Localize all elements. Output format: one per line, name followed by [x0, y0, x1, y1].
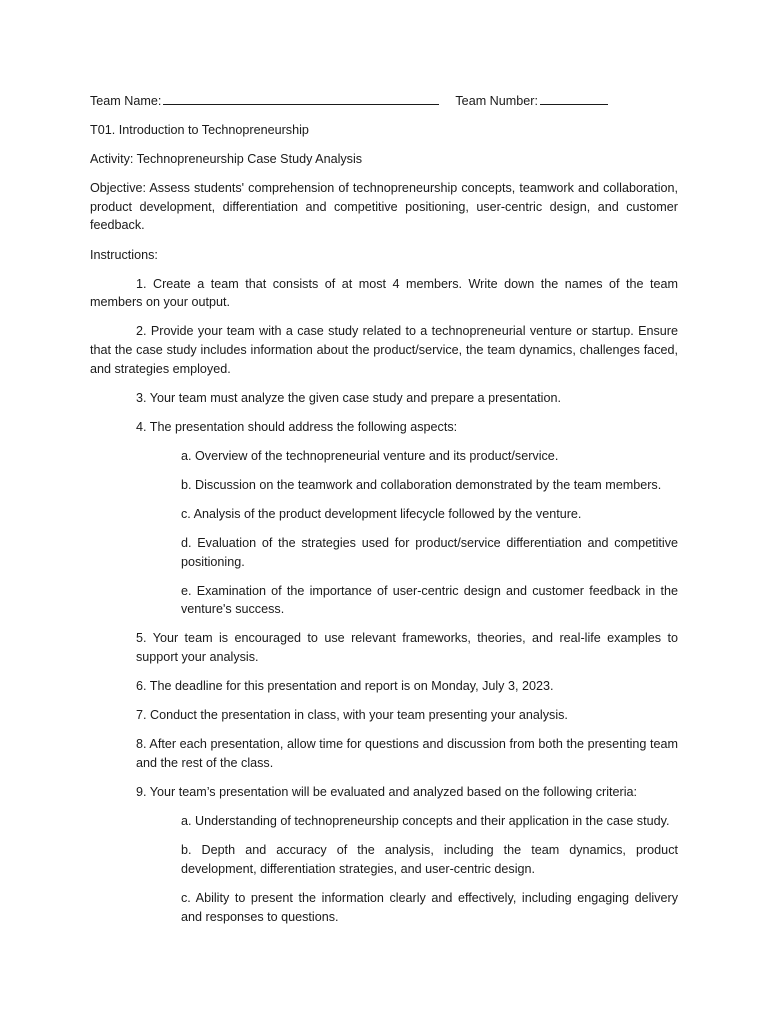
- team-info-line: [90, 92, 678, 111]
- instruction-item: 6. The deadline for this presentation and report is on Monday, July 3, 2023.: [136, 679, 554, 694]
- criteria-item: b. Depth and accuracy of the analysis, including the team dynamics, product development, differentiation strategies, and user-centric design.: [181, 843, 678, 876]
- instruction-item: 8. After each presentation, allow time for questions and discussion from both the presenting team and the rest of the class.: [136, 737, 678, 770]
- aspect-item: d. Evaluation of the strategies used for product/service differentiation and competitive positioning.: [181, 536, 678, 569]
- team-name-blank[interactable]: [163, 92, 439, 105]
- instruction-item: 5. Your team is encouraged to use relevant frameworks, theories, and real-life examples to support your analysis.: [136, 631, 678, 665]
- aspect-item: e. Examination of the importance of user-centric design and customer feedback in the venture's success.: [181, 583, 678, 617]
- instruction-item: 1. Create a team that consists of at most 4 members. Write down the names of the team members on your output.: [90, 276, 678, 310]
- course-title: T01. Introduction to Technopreneurship: [90, 123, 309, 138]
- objective-paragraph: Objective: Assess students' comprehension of technopreneurship concepts, teamwork and collaboration, product development, differentiation and competitive positioning, user-centric design, and customer feedback.: [90, 181, 678, 233]
- team-number-label: Team Number:: [455, 94, 538, 108]
- instruction-item: 9. Your team’s presentation will be evaluated and analyzed based on the following criteria:: [136, 785, 638, 800]
- aspect-item: a. Overview of the technopreneurial venture and its product/service.: [181, 448, 559, 463]
- instruction-item: 4. The presentation should address the following aspects:: [136, 419, 458, 434]
- criteria-item: a. Understanding of technopreneurship concepts and their application in the case study.: [181, 814, 670, 829]
- activity-title: Activity: Technopreneurship Case Study Analysis: [90, 152, 363, 167]
- team-name-label: Team Name:: [90, 94, 162, 108]
- instruction-item: 7. Conduct the presentation in class, with your team presenting your analysis.: [136, 708, 568, 723]
- aspect-item: b. Discussion on the teamwork and collaboration demonstrated by the team members.: [181, 477, 662, 492]
- instructions-label: Instructions:: [90, 247, 158, 262]
- team-number-blank[interactable]: [540, 92, 608, 105]
- aspect-item: c. Analysis of the product development lifecycle followed by the venture.: [181, 507, 582, 521]
- criteria-item: c. Ability to present the information clearly and effectively, including engaging delivery and responses to questions.: [181, 890, 678, 924]
- document-page: [90, 92, 678, 937]
- instruction-item: 3. Your team must analyze the given case study and prepare a presentation.: [136, 390, 561, 405]
- instruction-item: 2. Provide your team with a case study related to a technopreneurial venture or startup. Ensure that the case study includes information about the product/service, the team dynamics, challenges faced, and strategies employed.: [90, 324, 678, 376]
